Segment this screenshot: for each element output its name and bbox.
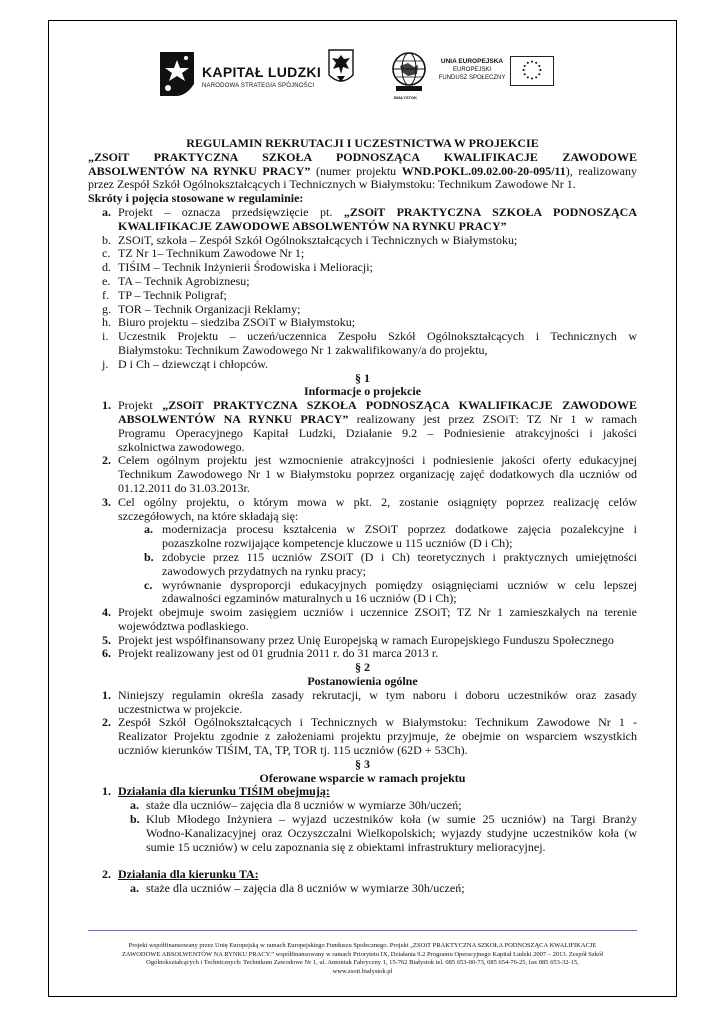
- s1-item-6: [88, 647, 637, 661]
- s2-item-1: [88, 689, 637, 703]
- abbr-list: [88, 234, 637, 331]
- s1-item-1: [88, 399, 637, 413]
- abbr-text: TA – Technik Agrobiznesu;: [118, 273, 250, 288]
- s2-marker-2: 2.: [102, 715, 111, 730]
- abbr-text: Biuro projektu – siedziba ZSOiT w Białymstoku;: [118, 315, 356, 330]
- abbr-item: [88, 316, 637, 330]
- footer-rule: [88, 930, 637, 931]
- s2-p1-line-1: Niniejszy regulamin określa zasady rekrutacji, w tym naboru i doboru uczestników oraz zasady: [118, 687, 637, 702]
- abbr-text: TOR – Technik Organizacji Reklamy;: [118, 301, 301, 316]
- s3-p1-b-line-2: Wodno-Kanalizacyjnej oraz Oczyszczalni Wielkopolskich; wyjazdy studyjne uczestników koła (w: [146, 825, 637, 840]
- s1-p5-text: Projekt jest współfinansowany przez Unię Europejską w ramach Europejskiego Funduszu Społecznego: [118, 632, 614, 647]
- s2-p1-line-2: uczestnictwa w projekcie.: [118, 701, 243, 716]
- abbr-marker: h.: [102, 315, 111, 330]
- footer-line-3: Ogólnokształcących i Technicznych: Technikum Zawodowe Nr 1, ul. Antoniuk Fabryczny 1, 15-762 Białystok tel. 085 653-00-73, 085 654-76-25, fax 085 653-32-15,: [146, 959, 579, 967]
- s1-marker-5: 5.: [102, 632, 111, 647]
- s1-item-2: [88, 454, 637, 468]
- abbr-marker: g.: [102, 301, 111, 316]
- abbreviations-heading: Skróty i pojęcia stosowane w regulaminie:: [88, 191, 304, 206]
- s1-p4-line-2: województwa podlaskiego.: [118, 618, 249, 633]
- footer-line-1: Projekt współfinansowany przez Unię Europejską w ramach Europejskiego Funduszu Społecznego. Projekt „ZSOiT PRAKTYCZNA SZKOŁA PODNOSZĄCA KWALIFIKACJE: [128, 942, 597, 949]
- project-number: WND.POKL.09.02.00-20-095/11: [401, 163, 566, 178]
- s1-p4-line-1: Projekt obejmuje swoim zasięgiem uczniów i uczennice ZSOiT; TZ Nr 1 zamieszkałych na terenie: [118, 605, 637, 620]
- s1-p2-line-1: Celem ogólnym projektu jest wzmocnienie atrakcyjności i podniesienie jakości oferty edukacyjnej: [118, 453, 637, 468]
- s1-item-3: [88, 496, 637, 510]
- abbr-a-prefix: Projekt – oznacza przedsięwzięcie pt.: [118, 204, 344, 219]
- abbr-item: [88, 289, 637, 303]
- eu-line-2: EUROPEJSKI: [452, 67, 491, 73]
- page-footer: [82, 942, 643, 976]
- s1-sub-c-line-2: zdawalności egzaminów maturalnych u 16 uczniów (D i Ch);: [162, 591, 457, 606]
- abbr-text: ZSOiT, szkoła – Zespół Szkół Ogólnokształcących i Technicznych w Białymstoku;: [118, 232, 518, 247]
- s1-p1-name-1: „ZSOiT PRAKTYCZNA SZKOŁA PODNOSZĄCA KWALIFIKACJE ZAWODOWE: [162, 398, 637, 413]
- section-2-sign: § 2: [355, 660, 370, 675]
- s1-p2-line-3: 01.12.2011 do 31.03.2013r.: [118, 480, 250, 495]
- abbr-marker: f.: [102, 287, 109, 302]
- s1-p6-text: Projekt realizowany jest od 01 grudnia 2011 r. do 31 marca 2013 r.: [118, 646, 439, 661]
- s1-marker-4: 4.: [102, 605, 111, 620]
- eu-line-3: FUNDUSZ SPOŁECZNY: [438, 75, 506, 81]
- s3-p1-b-line-1: Klub Młodego Inżyniera – wyjazd uczestników koła (w sumie 25 uczniów) na Targi Branży: [146, 812, 637, 827]
- kapital-ludzki-logo: [156, 50, 322, 98]
- s3-item-2: [88, 868, 637, 882]
- section-3-sign: § 3: [355, 756, 370, 771]
- abbr-marker-i: i.: [102, 329, 109, 344]
- s1-p1-prefix: Projekt: [118, 398, 163, 413]
- s3-p2-heading: Działania dla kierunku TA:: [118, 867, 259, 882]
- page-header: [48, 40, 677, 110]
- s1-sub-b-line-1: zdobycie przez 115 uczniów ZSOiT (D i Ch) teoretycznych i praktycznych umiejętności: [162, 549, 637, 564]
- abbr-marker: d.: [102, 260, 111, 275]
- school-logo-caption: BIAŁYSTOK: [394, 95, 418, 100]
- s1-p2-line-2: Technikum Zawodowego Nr 1 w Białymstoku poprzez organizację zajęć dodatkowych dla uczniów od: [118, 467, 637, 482]
- s2-p2-line-1: Zespół Szkół Ogólnokształcących i Technicznych w Białymstoku: Technikum Zawodowe Nr 1 -: [118, 715, 637, 730]
- abbr-text: TIŚIM – Technik Inżynierii Środowiska i Melioracji;: [118, 260, 373, 275]
- s1-marker-2: 2.: [102, 453, 111, 468]
- s1-p3-line-1: Cel ogólny projektu, o którym mowa w pkt. 2, zostanie osiągnięty poprzez realizację celów: [118, 494, 637, 509]
- abbr-marker-j: j.: [102, 356, 109, 371]
- s1-p1-line-3: Programu Operacyjnego Kapitał Ludzki, Działanie 9.2 – Podniesienie atrakcyjności i jakości: [118, 425, 637, 440]
- abbr-text: TZ Nr 1– Technikum Zawodowe Nr 1;: [118, 246, 305, 261]
- s1-sub-b: [88, 551, 637, 565]
- document-body: [88, 137, 637, 896]
- project-realized-by: ), realizowany: [565, 163, 637, 178]
- abbr-marker: b.: [102, 232, 111, 247]
- s3-marker-2: 2.: [102, 867, 111, 882]
- s1-p1-line-4: szkolnictwa zawodowego.: [118, 439, 245, 454]
- project-name-end: ABSOLWENTÓW NA RYNKU PRACY”: [88, 163, 311, 178]
- s1-p1-rest-1: realizowany jest przez ZSOiT: TZ Nr 1 w ramach: [348, 411, 637, 426]
- s1-sub-a: [88, 523, 637, 537]
- project-number-label: (numer projektu: [310, 163, 402, 178]
- eagle-emblem-icon: [328, 49, 354, 87]
- s1-sub-marker-c: c.: [144, 577, 153, 592]
- s2-item-2: [88, 716, 637, 730]
- section-3-heading: Oferowane wsparcie w ramach projektu: [259, 770, 466, 785]
- abbr-marker: e.: [102, 273, 111, 288]
- abbr-marker: c.: [102, 246, 111, 261]
- document-title: REGULAMIN REKRUTACJI I UCZESTNICTWA W PROJEKCIE: [186, 136, 539, 150]
- kapital-ludzki-star-icon: [156, 50, 198, 98]
- section-1-sign: § 1: [355, 370, 370, 385]
- abbr-text: TP – Technik Poligraf;: [118, 287, 227, 302]
- abbr-a-name-2: KWALIFIKACJE ZAWODOWE ABSOLWENTÓW NA RYNKU PRACY”: [118, 218, 507, 233]
- s1-sub-a-line-1: modernizacja procesu kształcenia w ZSOiT poprzez dodatkowe zajęcia pozalekcyjne i: [162, 522, 637, 537]
- s3-p1-heading: Działania dla kierunku TIŚIM obejmują:: [118, 784, 330, 799]
- eu-line-1: UNIA EUROPEJSKA: [440, 58, 504, 65]
- s3-p2-a-marker: a.: [130, 881, 139, 896]
- s2-marker-1: 1.: [102, 687, 111, 702]
- abbr-item: [88, 261, 637, 275]
- s3-p2-a-text: staże dla uczniów – zajęcia dla 8 uczniów w wymiarze 30h/uczeń;: [146, 881, 465, 896]
- s1-sub-b-line-2: zawodowych przydatnych na rynku pracy;: [162, 563, 366, 578]
- footer-line-2: ZAWODOWE ABSOLWENTÓW NA RYNKU PRACY.” współfinansowany w ramach Priorytetu IX, Działania 9.2 Programu Operacyjnego Kapitał Ludzki 2007 – 2013. Zespół Szkół: [121, 950, 604, 958]
- project-organizer: przez Zespół Szkół Ogólnokształcących i Technicznych w Białymstoku: Technikum Zawodowe Nr 1.: [88, 177, 576, 192]
- s3-p1-b: [88, 813, 637, 827]
- abbr-item-a: [88, 206, 637, 220]
- s1-p1-name-2: ABSOLWENTÓW NA RYNKU PRACY”: [118, 411, 349, 426]
- s1-item-5: [88, 634, 637, 648]
- s1-marker-1: 1.: [102, 398, 111, 413]
- abbr-i-line-2: Białymstoku: Technikum Zawodowego Nr 1 zakwalifikowany/a do projektu,: [118, 342, 488, 357]
- project-name-line: „ZSOiT PRAKTYCZNA SZKOŁA PODNOSZĄCA KWALIFIKACJE ZAWODOWE: [88, 149, 637, 164]
- eu-flag-icon: [510, 56, 554, 86]
- abbr-item-j: [88, 358, 637, 372]
- s1-p1-line-2: [88, 413, 637, 427]
- s2-p2-line-2: Realizator Projektu zgodnie z założeniami projektu przyjmuje, że obejmie on wsparciem wszystkich: [118, 729, 637, 744]
- s3-p1-b-marker: b.: [130, 812, 140, 827]
- abbr-marker-a: a.: [102, 204, 111, 219]
- s3-p1-a: [88, 799, 637, 813]
- school-globe-logo-icon: [390, 50, 428, 94]
- s3-item-1: [88, 785, 637, 799]
- s3-p2-a: [88, 882, 637, 896]
- s1-sub-c-line-1: wyrównanie dysproporcji edukacyjnych pomiędzy osiągnięciami uczniów w celu lepszej: [162, 577, 637, 592]
- s1-p3-line-2: szczegółowych, na które składają się:: [118, 508, 299, 523]
- kapital-ludzki-subtitle: NARODOWA STRATEGIA SPÓJNOŚCI: [202, 83, 315, 89]
- s1-sub-marker-b: b.: [144, 549, 154, 564]
- eu-text-block: [432, 58, 512, 82]
- project-number-line: [88, 165, 637, 179]
- abbr-item: [88, 303, 637, 317]
- abbr-i-line-1: Uczestnik Projektu – uczeń/uczennica Zespołu Szkół Ogólnokształcących i Technicznych w: [118, 329, 637, 344]
- spacer: [88, 854, 637, 868]
- s1-sub-marker-a: a.: [144, 522, 153, 537]
- s3-p1-a-marker: a.: [130, 798, 139, 813]
- abbr-a-name-1: „ZSOiT PRAKTYCZNA SZKOŁA PODNOSZĄCA: [343, 204, 637, 219]
- s3-marker-1: 1.: [102, 784, 111, 799]
- section-2-heading: Postanowienia ogólne: [307, 674, 418, 689]
- abbr-item: [88, 247, 637, 261]
- footer-website: www.zsoit.bialystok.pl: [332, 967, 393, 975]
- s1-sub-c: [88, 579, 637, 593]
- abbr-j-text: D i Ch – dziewcząt i chłopców.: [118, 356, 269, 371]
- abbr-item: [88, 275, 637, 289]
- s1-marker-3: 3.: [102, 494, 111, 509]
- s1-marker-6: 6.: [102, 646, 111, 661]
- s3-p1-b-line-3: sumie 15 uczniów) w celu zapoznania się z obiektami infrastruktury melioracyjnej.: [146, 839, 546, 854]
- s3-p1-a-text: staże dla uczniów– zajęcia dla 8 uczniów w wymiarze 30h/uczeń;: [146, 798, 462, 813]
- section-1-heading: Informacje o projekcie: [303, 384, 422, 399]
- abbr-item: [88, 234, 637, 248]
- kapital-ludzki-title: KAPITAŁ LUDZKI: [202, 64, 322, 80]
- s2-p2-line-3: uczniów kierunków TIŚIM, TA, TP, TOR tj. 115 uczniów (62D + 53Ch).: [118, 743, 468, 758]
- s1-item-4: [88, 606, 637, 620]
- s1-sub-a-line-2: pozaszkolne rozwijające kompetencje kluczowe u 115 uczniów (D i Ch);: [162, 536, 513, 551]
- abbr-item-i: [88, 330, 637, 344]
